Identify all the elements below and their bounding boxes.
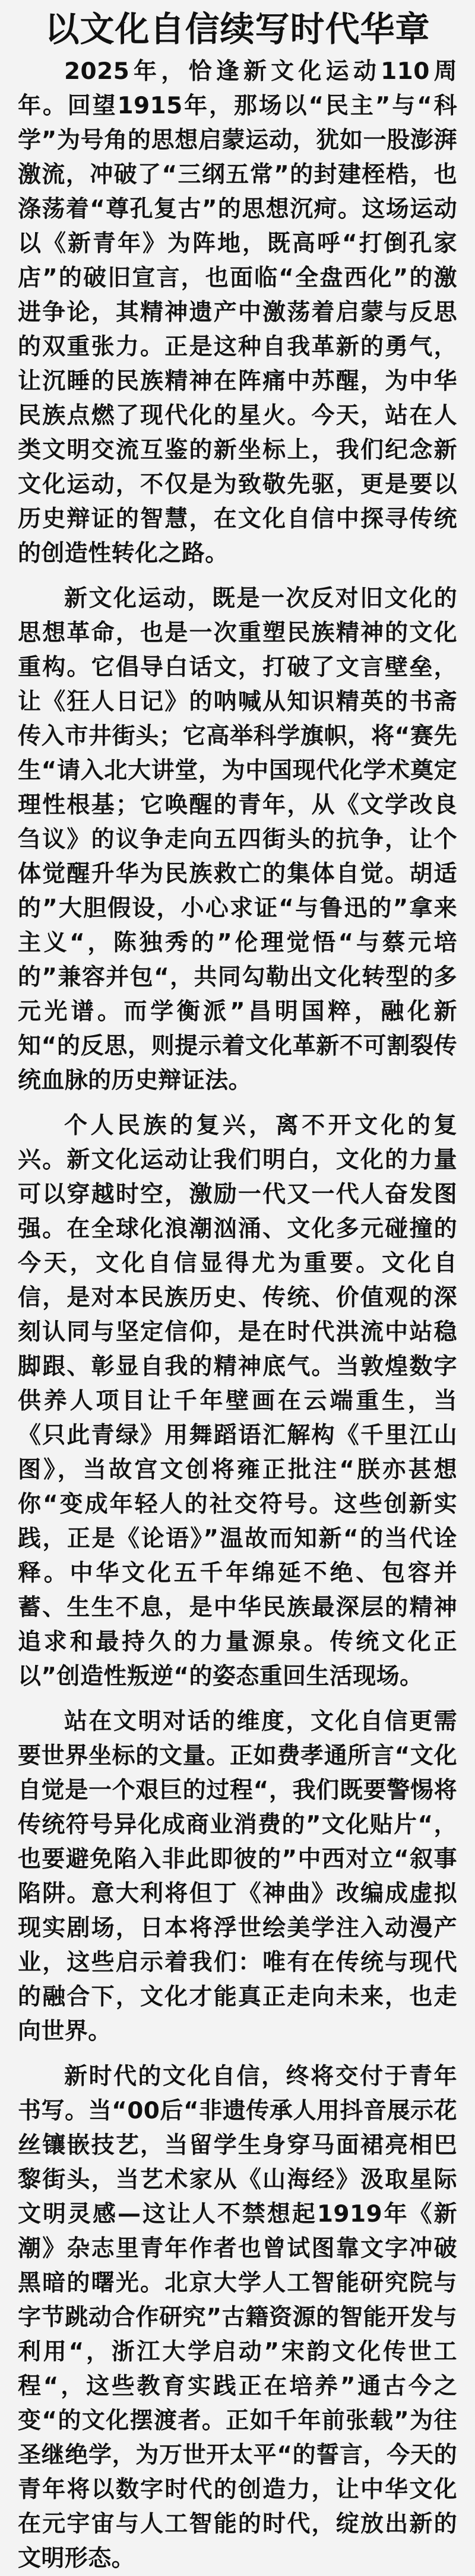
paragraph-3: 个人民族的复兴，离不开文化的复兴。新文化运动让我们明白，文化的力量可以穿越时空，激励一代又一代人奋发图强。在全球化浪潮汹涌、文化多元碰撞的今天，文化自信显得尤为重要。文化自信，是对本民族历史、传统、价值观的深刻认同与坚定信仰，是在时代洪流中站稳脚跟、彰显自我的精神底气。当敦煌数字供养人项目让千年壁画在云端重生，当《只此青绿》用舞蹈语汇解构《千里江山图》，当故宫文创将雍正批注“朕亦甚想你“变成年轻人的社交符号。这些创新实践，正是《论语》”温故而知新“的当代诠释。中华文化五千年绵延不绝、包容并蓄、生生不息，是中华民族最深层的精神追求和最持久的力量源泉。传统文化正以”创造性叛逆“的姿态重回生活现场。 — [18, 1112, 457, 1690]
paragraph-1: 2025年，恰逢新文化运动110周年。回望1915年，那场以“民主”与“科学”为号角的思想启蒙运动，犹如一股澎湃激流，冲破了“三纲五常”的封建桎梏，也涤荡着“尊孔复古”的思想沉疴。这场运动以《新青年》为阵地，既高呼“打倒孔家店”的破旧宣言，也面临“全盘西化”的激进争论，其精神遗产中激荡着启蒙与反思的双重张力。正是这种自我革新的勇气，让沉睡的民族精神在阵痛中苏醒，为中华民族点燃了现代化的星火。今天，站在人类文明交流互鉴的新坐标上，我们纪念新文化运动，不仅是为致敬先驱，更是要以历史辩证的智慧，在文化自信中探寻传统的创造性转化之路。 — [18, 58, 457, 567]
paragraph-2: 新文化运动，既是一次反对旧文化的思想革命，也是一次重塑民族精神的文化重构。它倡导白话文，打破了文言壁垒，让《狂人日记》的呐喊从知识精英的书斋传入市井街头；它高举科学旗帜，将“赛先生“请入北大讲堂，为中国现代化学术奠定理性根基；它唤醒的青年，从《文学改良刍议》的议争走向五四街头的抗争，让个体觉醒升华为民族救亡的集体自觉。胡适的”大胆假设，小心求证“与鲁迅的”拿来主义“，陈独秀的”伦理觉悟“与蔡元培的”兼容并包“，共同勾勒出文化转型的多元光谱。而学衡派”昌明国粹，融化新知“的反思，则提示着文化革新不可割裂传统血脉的历史辩证法。 — [18, 585, 457, 1094]
article-body — [18, 55, 457, 2576]
paragraph-5: 新时代的文化自信，终将交付于青年书写。当“00后“非遗传承人用抖音展示花丝镶嵌技艺，当留学生身穿马面裙亮相巴黎街头，当艺术家从《山海经》汲取星际文明灵感—这让人不禁想起1919年《新潮》杂志里青年作者也曾试图靠文字冲破黑暗的曙光。北京大学人工智能研究院与字节跳动合作研究”古籍资源的智能开发与利用“，浙江大学启动”宋韵文化传世工程“，这些教育实践正在培养”通古今之变“的文化摆渡者。正如千年前张载”为往圣继绝学，为万世开太平“的誓言，今天的青年将以数字时代的创造力，让中华文化在元宇宙与人工智能的时代，绽放出新的文明形态。 — [18, 2063, 457, 2572]
paragraph-4: 站在文明对话的维度，文化自信更需要世界坐标的文量。正如费孝通所言“文化自觉是一个艰巨的过程“，我们既要警惕将传统符号异化成商业消费的”文化贴片“，也要避免陷入非此即彼的”中西对立“叙事陷阱。意大利将但丁《神曲》改编成虚拟现实剧场，日本将浮世绘美学注入动漫产业，这些启示着我们：唯有在传统与现代的融合下，文化才能真正走向未来，也走向世界。 — [18, 1708, 457, 2045]
article-title: 以文化自信续写时代华章 — [45, 9, 430, 49]
